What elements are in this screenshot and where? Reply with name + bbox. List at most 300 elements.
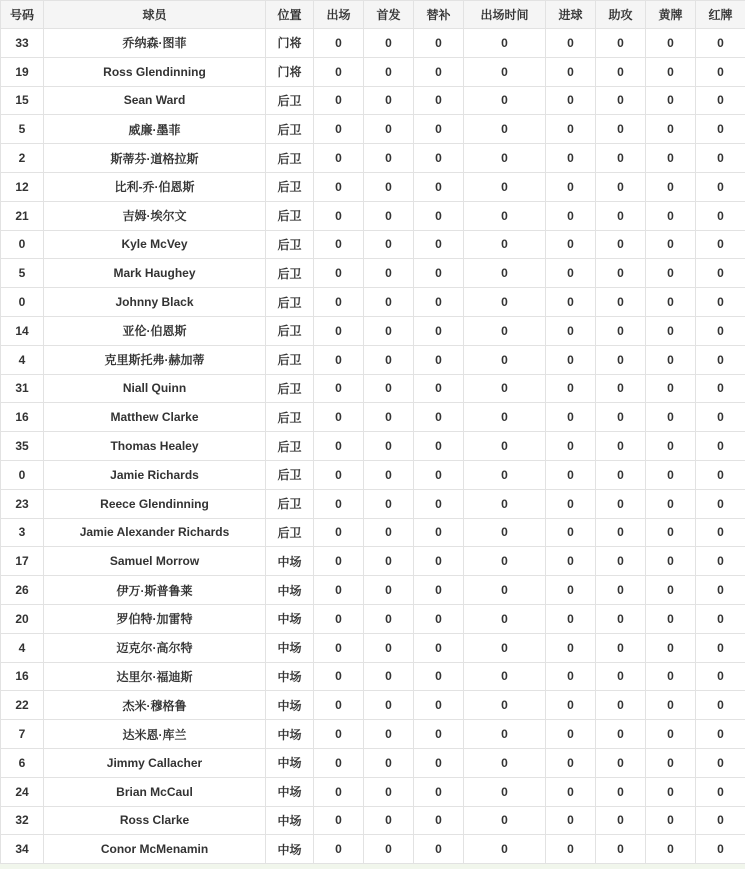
cell-starts: 0	[364, 835, 414, 864]
table-row	[1, 288, 745, 317]
cell-goals: 0	[546, 691, 596, 720]
cell-appearances: 0	[314, 691, 364, 720]
table-row	[1, 86, 745, 115]
cell-number: 6	[1, 748, 44, 777]
cell-goals: 0	[546, 460, 596, 489]
cell-position: 后卫	[266, 489, 314, 518]
cell-subs: 0	[414, 374, 464, 403]
cell-yellow: 0	[646, 374, 696, 403]
cell-number: 14	[1, 316, 44, 345]
cell-assists: 0	[596, 403, 646, 432]
cell-minutes: 0	[464, 86, 546, 115]
cell-appearances: 0	[314, 201, 364, 230]
cell-appearances: 0	[314, 144, 364, 173]
cell-subs: 0	[414, 460, 464, 489]
cell-goals: 0	[546, 662, 596, 691]
cell-minutes: 0	[464, 29, 546, 58]
cell-appearances: 0	[314, 345, 364, 374]
cell-minutes: 0	[464, 172, 546, 201]
cell-assists: 0	[596, 288, 646, 317]
cell-starts: 0	[364, 547, 414, 576]
column-header-goals: 进球	[546, 1, 596, 29]
cell-number: 31	[1, 374, 44, 403]
cell-red: 0	[696, 403, 745, 432]
cell-starts: 0	[364, 201, 414, 230]
cell-assists: 0	[596, 432, 646, 461]
cell-yellow: 0	[646, 748, 696, 777]
cell-goals: 0	[546, 403, 596, 432]
cell-appearances: 0	[314, 403, 364, 432]
cell-number: 22	[1, 691, 44, 720]
cell-red: 0	[696, 720, 745, 749]
cell-player: 斯蒂芬·道格拉斯	[44, 144, 266, 173]
cell-minutes: 0	[464, 489, 546, 518]
cell-player: Sean Ward	[44, 86, 266, 115]
cell-position: 中场	[266, 720, 314, 749]
cell-subs: 0	[414, 662, 464, 691]
cell-minutes: 0	[464, 576, 546, 605]
cell-red: 0	[696, 691, 745, 720]
cell-subs: 0	[414, 86, 464, 115]
cell-subs: 0	[414, 806, 464, 835]
cell-position: 后卫	[266, 518, 314, 547]
cell-assists: 0	[596, 633, 646, 662]
cell-yellow: 0	[646, 518, 696, 547]
cell-player: Niall Quinn	[44, 374, 266, 403]
cell-appearances: 0	[314, 86, 364, 115]
cell-yellow: 0	[646, 29, 696, 58]
column-header-position: 位置	[266, 1, 314, 29]
cell-number: 32	[1, 806, 44, 835]
cell-appearances: 0	[314, 288, 364, 317]
cell-number: 24	[1, 777, 44, 806]
table-body	[1, 29, 745, 864]
cell-number: 0	[1, 230, 44, 259]
cell-number: 17	[1, 547, 44, 576]
cell-player: Samuel Morrow	[44, 547, 266, 576]
cell-red: 0	[696, 633, 745, 662]
table-row	[1, 316, 745, 345]
cell-appearances: 0	[314, 460, 364, 489]
cell-position: 后卫	[266, 432, 314, 461]
cell-player: Conor McMenamin	[44, 835, 266, 864]
cell-number: 0	[1, 288, 44, 317]
cell-minutes: 0	[464, 374, 546, 403]
cell-appearances: 0	[314, 748, 364, 777]
cell-minutes: 0	[464, 604, 546, 633]
cell-number: 21	[1, 201, 44, 230]
cell-minutes: 0	[464, 633, 546, 662]
cell-subs: 0	[414, 547, 464, 576]
cell-assists: 0	[596, 691, 646, 720]
cell-yellow: 0	[646, 576, 696, 605]
cell-minutes: 0	[464, 345, 546, 374]
cell-number: 23	[1, 489, 44, 518]
cell-assists: 0	[596, 489, 646, 518]
table-row	[1, 57, 745, 86]
cell-assists: 0	[596, 345, 646, 374]
cell-starts: 0	[364, 576, 414, 605]
cell-goals: 0	[546, 115, 596, 144]
table-row	[1, 576, 745, 605]
cell-red: 0	[696, 662, 745, 691]
table-row	[1, 691, 745, 720]
cell-appearances: 0	[314, 547, 364, 576]
cell-assists: 0	[596, 86, 646, 115]
cell-yellow: 0	[646, 316, 696, 345]
cell-starts: 0	[364, 374, 414, 403]
cell-red: 0	[696, 806, 745, 835]
cell-goals: 0	[546, 288, 596, 317]
cell-subs: 0	[414, 172, 464, 201]
cell-number: 5	[1, 259, 44, 288]
cell-position: 后卫	[266, 259, 314, 288]
cell-minutes: 0	[464, 288, 546, 317]
column-header-red: 红牌	[696, 1, 745, 29]
cell-starts: 0	[364, 259, 414, 288]
cell-assists: 0	[596, 259, 646, 288]
cell-appearances: 0	[314, 316, 364, 345]
cell-yellow: 0	[646, 662, 696, 691]
cell-assists: 0	[596, 835, 646, 864]
cell-yellow: 0	[646, 57, 696, 86]
cell-position: 后卫	[266, 172, 314, 201]
cell-position: 中场	[266, 633, 314, 662]
cell-starts: 0	[364, 172, 414, 201]
cell-red: 0	[696, 576, 745, 605]
table-row	[1, 489, 745, 518]
cell-red: 0	[696, 259, 745, 288]
cell-player: 亚伦·伯恩斯	[44, 316, 266, 345]
cell-yellow: 0	[646, 777, 696, 806]
cell-minutes: 0	[464, 748, 546, 777]
cell-assists: 0	[596, 460, 646, 489]
table-row	[1, 633, 745, 662]
cell-red: 0	[696, 230, 745, 259]
cell-assists: 0	[596, 777, 646, 806]
cell-appearances: 0	[314, 662, 364, 691]
cell-subs: 0	[414, 230, 464, 259]
table-row	[1, 835, 745, 864]
cell-player: Jamie Alexander Richards	[44, 518, 266, 547]
cell-yellow: 0	[646, 633, 696, 662]
cell-starts: 0	[364, 518, 414, 547]
cell-assists: 0	[596, 662, 646, 691]
table-row	[1, 662, 745, 691]
cell-red: 0	[696, 345, 745, 374]
cell-subs: 0	[414, 576, 464, 605]
column-header-number: 号码	[1, 1, 44, 29]
cell-subs: 0	[414, 201, 464, 230]
cell-yellow: 0	[646, 720, 696, 749]
table-row	[1, 29, 745, 58]
cell-starts: 0	[364, 57, 414, 86]
cell-assists: 0	[596, 29, 646, 58]
cell-yellow: 0	[646, 201, 696, 230]
cell-red: 0	[696, 86, 745, 115]
table-row	[1, 720, 745, 749]
cell-appearances: 0	[314, 604, 364, 633]
cell-minutes: 0	[464, 806, 546, 835]
cell-starts: 0	[364, 115, 414, 144]
cell-minutes: 0	[464, 720, 546, 749]
cell-subs: 0	[414, 432, 464, 461]
cell-assists: 0	[596, 201, 646, 230]
column-header-player: 球员	[44, 1, 266, 29]
cell-minutes: 0	[464, 115, 546, 144]
cell-number: 19	[1, 57, 44, 86]
cell-subs: 0	[414, 288, 464, 317]
cell-goals: 0	[546, 547, 596, 576]
cell-position: 后卫	[266, 345, 314, 374]
cell-appearances: 0	[314, 432, 364, 461]
cell-starts: 0	[364, 777, 414, 806]
cell-number: 4	[1, 345, 44, 374]
cell-yellow: 0	[646, 288, 696, 317]
cell-starts: 0	[364, 86, 414, 115]
column-header-appearances: 出场	[314, 1, 364, 29]
cell-yellow: 0	[646, 547, 696, 576]
cell-goals: 0	[546, 144, 596, 173]
cell-goals: 0	[546, 720, 596, 749]
cell-goals: 0	[546, 835, 596, 864]
cell-minutes: 0	[464, 691, 546, 720]
table-row	[1, 518, 745, 547]
cell-appearances: 0	[314, 172, 364, 201]
cell-assists: 0	[596, 172, 646, 201]
cell-assists: 0	[596, 518, 646, 547]
cell-position: 中场	[266, 662, 314, 691]
column-header-assists: 助攻	[596, 1, 646, 29]
cell-number: 15	[1, 86, 44, 115]
cell-position: 后卫	[266, 403, 314, 432]
cell-player: Kyle McVey	[44, 230, 266, 259]
cell-assists: 0	[596, 374, 646, 403]
cell-goals: 0	[546, 633, 596, 662]
cell-assists: 0	[596, 57, 646, 86]
cell-appearances: 0	[314, 720, 364, 749]
cell-minutes: 0	[464, 57, 546, 86]
cell-appearances: 0	[314, 29, 364, 58]
cell-starts: 0	[364, 29, 414, 58]
cell-assists: 0	[596, 604, 646, 633]
cell-player: Jimmy Callacher	[44, 748, 266, 777]
cell-goals: 0	[546, 604, 596, 633]
cell-player: Thomas Healey	[44, 432, 266, 461]
cell-red: 0	[696, 460, 745, 489]
cell-goals: 0	[546, 86, 596, 115]
cell-red: 0	[696, 172, 745, 201]
cell-yellow: 0	[646, 86, 696, 115]
cell-position: 中场	[266, 547, 314, 576]
cell-number: 16	[1, 403, 44, 432]
cell-red: 0	[696, 547, 745, 576]
cell-goals: 0	[546, 489, 596, 518]
cell-goals: 0	[546, 806, 596, 835]
cell-starts: 0	[364, 748, 414, 777]
cell-yellow: 0	[646, 806, 696, 835]
cell-goals: 0	[546, 316, 596, 345]
cell-position: 后卫	[266, 288, 314, 317]
table-row	[1, 547, 745, 576]
table-row	[1, 403, 745, 432]
cell-position: 后卫	[266, 144, 314, 173]
cell-number: 4	[1, 633, 44, 662]
cell-yellow: 0	[646, 144, 696, 173]
cell-starts: 0	[364, 662, 414, 691]
table-row	[1, 144, 745, 173]
cell-minutes: 0	[464, 230, 546, 259]
cell-subs: 0	[414, 489, 464, 518]
table-row	[1, 345, 745, 374]
cell-starts: 0	[364, 316, 414, 345]
cell-assists: 0	[596, 230, 646, 259]
table-row	[1, 604, 745, 633]
cell-appearances: 0	[314, 806, 364, 835]
cell-yellow: 0	[646, 230, 696, 259]
cell-subs: 0	[414, 691, 464, 720]
table-row	[1, 201, 745, 230]
cell-subs: 0	[414, 777, 464, 806]
header-row	[1, 1, 745, 29]
cell-number: 26	[1, 576, 44, 605]
table-row	[1, 432, 745, 461]
cell-number: 33	[1, 29, 44, 58]
cell-goals: 0	[546, 172, 596, 201]
cell-subs: 0	[414, 316, 464, 345]
cell-position: 后卫	[266, 86, 314, 115]
cell-position: 后卫	[266, 115, 314, 144]
cell-appearances: 0	[314, 777, 364, 806]
cell-position: 后卫	[266, 316, 314, 345]
cell-position: 后卫	[266, 230, 314, 259]
cell-yellow: 0	[646, 489, 696, 518]
cell-player: 乔纳森·图菲	[44, 29, 266, 58]
cell-starts: 0	[364, 432, 414, 461]
cell-red: 0	[696, 489, 745, 518]
cell-minutes: 0	[464, 403, 546, 432]
cell-assists: 0	[596, 806, 646, 835]
cell-starts: 0	[364, 230, 414, 259]
cell-yellow: 0	[646, 691, 696, 720]
cell-subs: 0	[414, 259, 464, 288]
cell-goals: 0	[546, 777, 596, 806]
cell-position: 中场	[266, 777, 314, 806]
cell-red: 0	[696, 144, 745, 173]
cell-assists: 0	[596, 547, 646, 576]
cell-yellow: 0	[646, 604, 696, 633]
cell-goals: 0	[546, 518, 596, 547]
cell-yellow: 0	[646, 115, 696, 144]
cell-appearances: 0	[314, 835, 364, 864]
cell-yellow: 0	[646, 345, 696, 374]
cell-player: Johnny Black	[44, 288, 266, 317]
cell-subs: 0	[414, 518, 464, 547]
cell-yellow: 0	[646, 172, 696, 201]
cell-position: 中场	[266, 806, 314, 835]
cell-player: 罗伯特·加雷特	[44, 604, 266, 633]
cell-goals: 0	[546, 57, 596, 86]
cell-appearances: 0	[314, 518, 364, 547]
cell-red: 0	[696, 29, 745, 58]
cell-player: 达米恩·库兰	[44, 720, 266, 749]
cell-minutes: 0	[464, 259, 546, 288]
cell-goals: 0	[546, 230, 596, 259]
cell-appearances: 0	[314, 57, 364, 86]
column-header-minutes: 出场时间	[464, 1, 546, 29]
cell-starts: 0	[364, 691, 414, 720]
cell-appearances: 0	[314, 489, 364, 518]
cell-player: Brian McCaul	[44, 777, 266, 806]
cell-number: 16	[1, 662, 44, 691]
cell-position: 中场	[266, 835, 314, 864]
table-row	[1, 748, 745, 777]
cell-starts: 0	[364, 489, 414, 518]
table-row	[1, 806, 745, 835]
table-row	[1, 777, 745, 806]
cell-yellow: 0	[646, 432, 696, 461]
cell-red: 0	[696, 316, 745, 345]
cell-assists: 0	[596, 144, 646, 173]
cell-appearances: 0	[314, 259, 364, 288]
cell-assists: 0	[596, 576, 646, 605]
cell-subs: 0	[414, 115, 464, 144]
cell-position: 后卫	[266, 201, 314, 230]
cell-position: 门将	[266, 29, 314, 58]
cell-subs: 0	[414, 29, 464, 58]
cell-player: Ross Glendinning	[44, 57, 266, 86]
cell-player: 吉姆·埃尔文	[44, 201, 266, 230]
cell-player: Ross Clarke	[44, 806, 266, 835]
cell-number: 20	[1, 604, 44, 633]
cell-red: 0	[696, 748, 745, 777]
cell-number: 7	[1, 720, 44, 749]
cell-player: 威廉·墨菲	[44, 115, 266, 144]
cell-number: 35	[1, 432, 44, 461]
cell-red: 0	[696, 518, 745, 547]
cell-subs: 0	[414, 403, 464, 432]
table-row	[1, 259, 745, 288]
table-row	[1, 230, 745, 259]
cell-starts: 0	[364, 720, 414, 749]
cell-number: 0	[1, 460, 44, 489]
cell-goals: 0	[546, 748, 596, 777]
cell-subs: 0	[414, 57, 464, 86]
cell-yellow: 0	[646, 835, 696, 864]
cell-player: 杰米·穆格鲁	[44, 691, 266, 720]
cell-starts: 0	[364, 806, 414, 835]
cell-subs: 0	[414, 633, 464, 662]
cell-player: Reece Glendinning	[44, 489, 266, 518]
cell-goals: 0	[546, 345, 596, 374]
column-header-yellow: 黄牌	[646, 1, 696, 29]
cell-minutes: 0	[464, 777, 546, 806]
cell-position: 中场	[266, 604, 314, 633]
cell-minutes: 0	[464, 662, 546, 691]
cell-subs: 0	[414, 748, 464, 777]
cell-minutes: 0	[464, 432, 546, 461]
cell-assists: 0	[596, 115, 646, 144]
cell-red: 0	[696, 115, 745, 144]
cell-starts: 0	[364, 403, 414, 432]
cell-yellow: 0	[646, 259, 696, 288]
cell-yellow: 0	[646, 403, 696, 432]
cell-player: Mark Haughey	[44, 259, 266, 288]
cell-red: 0	[696, 57, 745, 86]
cell-number: 5	[1, 115, 44, 144]
cell-subs: 0	[414, 835, 464, 864]
cell-starts: 0	[364, 144, 414, 173]
